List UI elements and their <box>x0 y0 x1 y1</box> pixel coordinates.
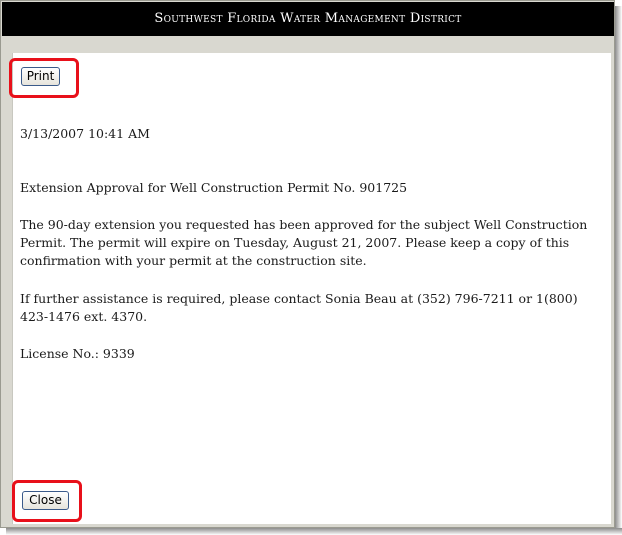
window-title: Southwest Florida Water Management District <box>2 2 614 36</box>
close-button[interactable]: Close <box>22 491 69 510</box>
print-button[interactable]: Print <box>21 67 60 86</box>
window-shadow-right <box>615 6 622 535</box>
message-timestamp: 3/13/2007 10:41 AM <box>20 126 150 141</box>
license-number: License No.: 9339 <box>20 346 135 361</box>
message-assistance: If further assistance is required, please contact Sonia Beau at (352) 796-7211 or 1(800) 423-1476 ext. 4370. <box>20 291 578 324</box>
message-subject: Extension Approval for Well Construction Permit No. 901725 <box>20 180 408 195</box>
content-panel <box>12 53 611 524</box>
window-shadow-bottom <box>6 528 622 535</box>
message-body: The 90-day extension you requested has been approved for the subject Well Construction Permit. The permit will expire on Tuesday, August 21, 2007. Please keep a copy of this confirmation with your permit at the construction site. <box>20 217 588 268</box>
